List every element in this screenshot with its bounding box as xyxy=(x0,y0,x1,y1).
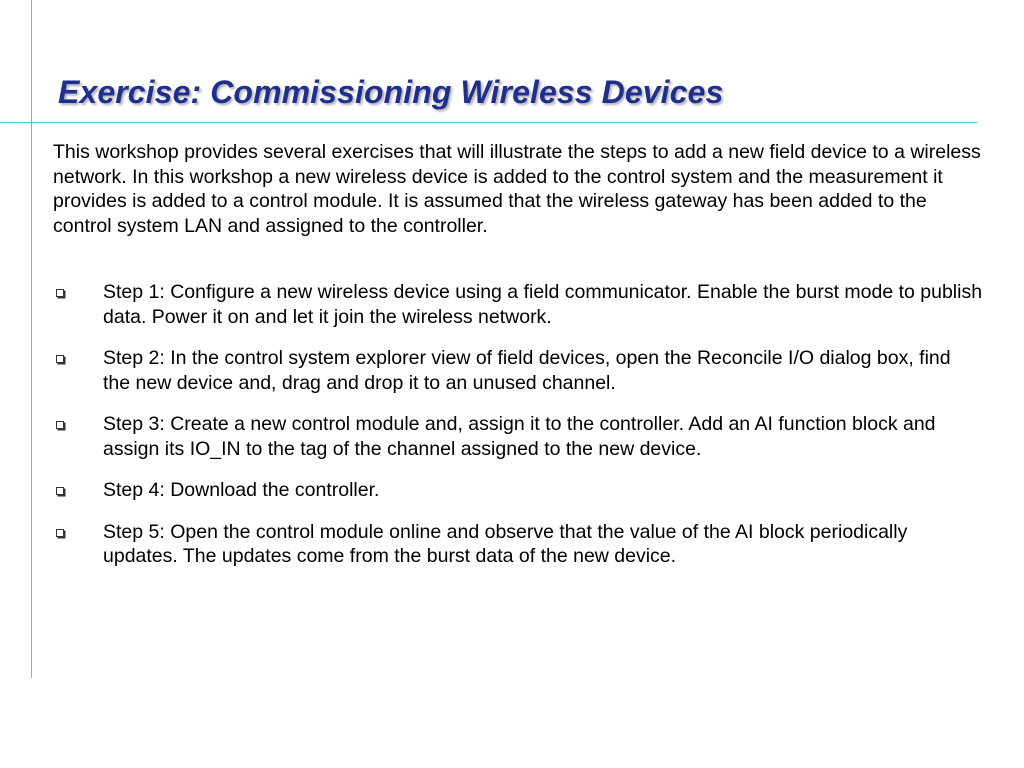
steps-list xyxy=(53,280,983,586)
list-item-step-3 xyxy=(53,412,983,461)
list-item-step-1 xyxy=(53,280,983,329)
step-text: Step 1: Configure a new wireless device using a field communicator. Enable the burst mode to publish data. Power it on and let it join the wireless network. xyxy=(103,281,983,328)
square-bullet-icon xyxy=(56,421,64,429)
square-bullet-icon xyxy=(56,487,64,495)
list-item-step-2 xyxy=(53,346,983,395)
step-text: Step 4: Download the controller. xyxy=(103,479,380,501)
intro-paragraph: This workshop provides several exercises that will illustrate the steps to add a new field device to a wireless network. In this workshop a new wireless device is added to the control system and the measurement it provides is added to a control module. It is assumed that the wireless gateway has been added to the control system LAN and assigned to the controller. xyxy=(53,141,981,237)
vertical-rule-line xyxy=(31,0,32,678)
horizontal-rule-line xyxy=(0,122,977,123)
square-bullet-icon xyxy=(56,289,64,297)
step-text: Step 2: In the control system explorer view of field devices, open the Reconcile I/O dialog box, find the new device and, drag and drop it to an unused channel. xyxy=(103,347,951,394)
square-bullet-icon xyxy=(56,529,64,537)
slide-title: Exercise: Commissioning Wireless Devices xyxy=(58,74,724,110)
step-text: Step 5: Open the control module online and observe that the value of the AI block periodically updates. The updates come from the burst data of the new device. xyxy=(103,520,908,567)
square-bullet-icon xyxy=(56,355,64,363)
step-text: Step 3: Create a new control module and, assign it to the controller. Add an AI function block and assign its IO_IN to the tag of the channel assigned to the new device. xyxy=(103,413,936,460)
list-item-step-5 xyxy=(53,520,983,569)
list-item-step-4 xyxy=(53,478,983,503)
